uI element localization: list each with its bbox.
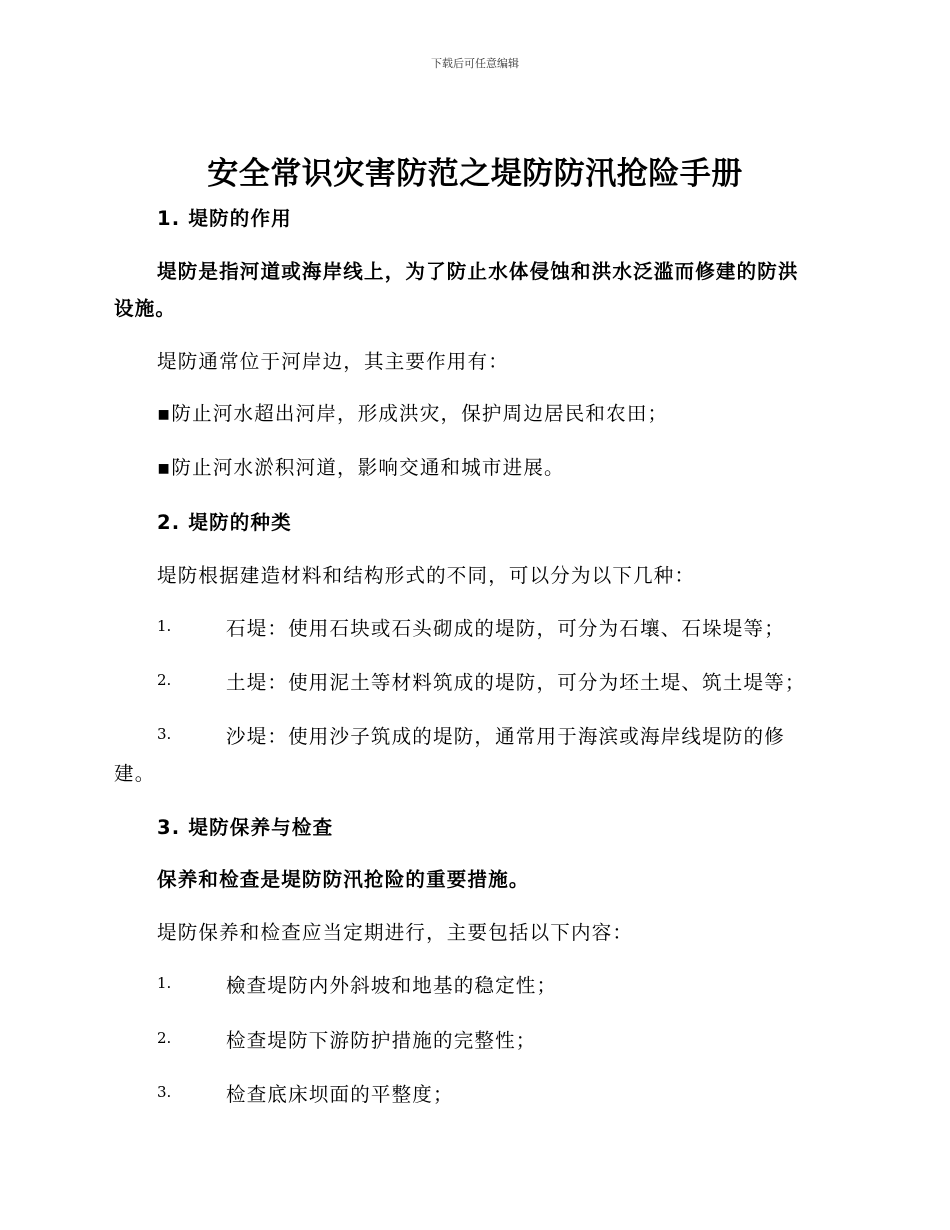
section2-heading: 2. 堤防的种类 [157, 511, 292, 534]
section1-bullet: ▪防止河水淤积河道，影响交通和城市进展。 [157, 456, 565, 479]
list-item: 檢查堤防内外斜坡和地基的稳定性； [226, 974, 558, 997]
list-item: 检查底床坝面的平整度； [226, 1083, 454, 1106]
list-number: 3. [157, 1083, 172, 1101]
list-item-continuation: 建。 [114, 762, 156, 785]
list-item: 检查堤防下游防护措施的完整性； [226, 1029, 537, 1052]
section1-heading: 1. 堤防的作用 [157, 207, 292, 230]
section1-intro-line2: 设施。 [114, 297, 177, 320]
list-number: 1. [157, 617, 172, 635]
section2-lead: 堤防根据建造材料和结构形式的不同，可以分为以下几种： [157, 564, 696, 587]
list-number: 2. [157, 671, 172, 689]
section1-lead: 堤防通常位于河岸边，其主要作用有： [157, 350, 509, 373]
section3-heading: 3. 堤防保养与检查 [157, 816, 334, 839]
list-number: 2. [157, 1029, 172, 1047]
list-item: 沙堤：使用沙子筑成的堤防，通常用于海滨或海岸线堤防的修 [226, 725, 785, 748]
list-item: 石堤：使用石块或石头砌成的堤防，可分为石壤、石垛堤等； [226, 617, 785, 640]
section3-lead: 堤防保养和检查应当定期进行，主要包括以下内容： [157, 921, 634, 944]
header-note: 下载后可任意编辑 [431, 57, 519, 70]
section1-bullet: ▪防止河水超出河岸，形成洪灾，保护周边居民和农田； [157, 402, 669, 425]
list-item: 土堤：使用泥土等材料筑成的堤防，可分为坯土堤、筑土堤等； [226, 671, 806, 694]
list-number: 1. [157, 974, 172, 992]
list-number: 3. [157, 725, 172, 743]
document-title: 安全常识灾害防范之堤防防汛抢险手册 [207, 156, 743, 192]
section3-bold-line: 保养和检查是堤防防汛抢险的重要措施。 [157, 868, 530, 891]
section1-intro-line1: 堤防是指河道或海岸线上，为了防止水体侵蚀和洪水泛滥而修建的防洪 [157, 260, 799, 283]
